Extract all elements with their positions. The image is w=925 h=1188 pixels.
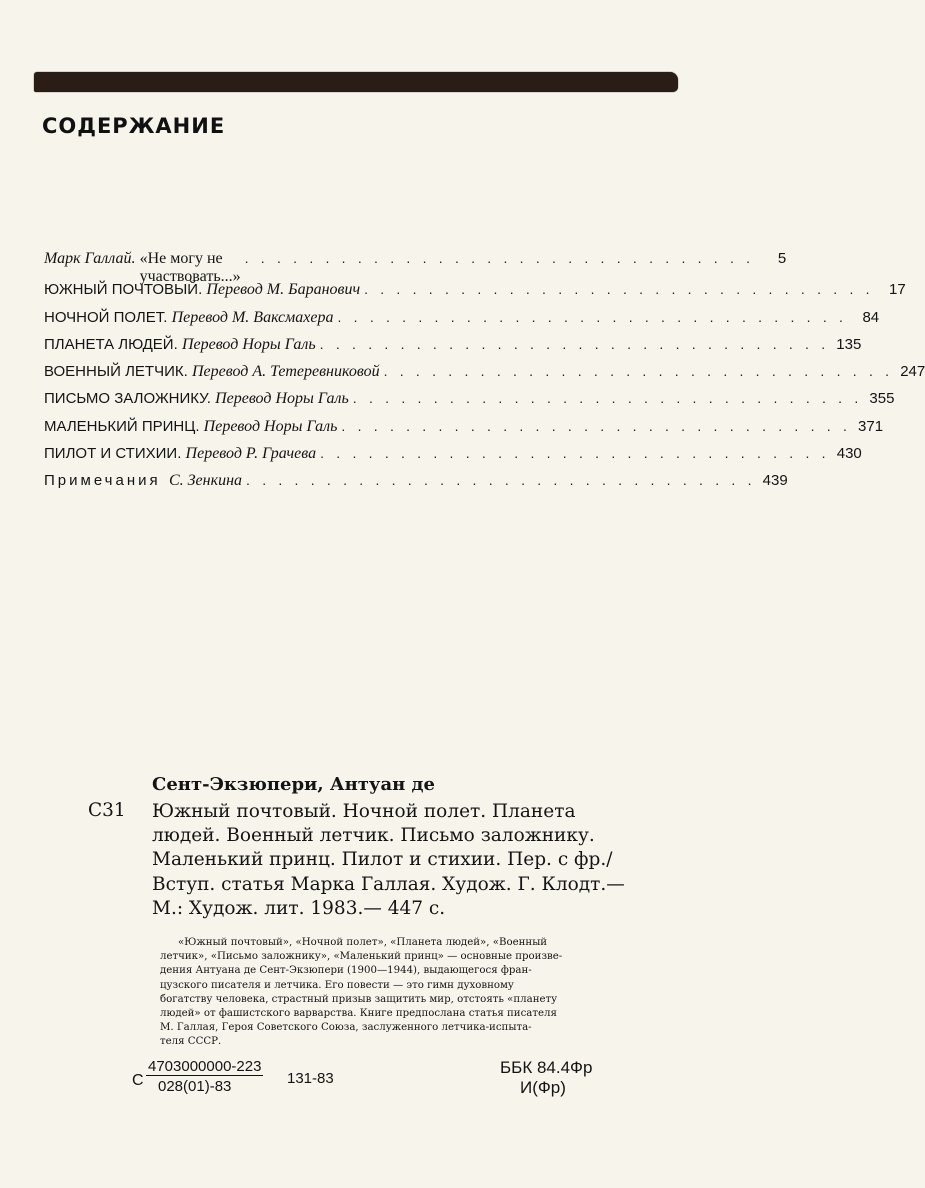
toc-entry <box>44 308 880 336</box>
catalog-index: С31 <box>88 800 126 821</box>
annotation-line: цузского писателя и летчика. Его повести — это гимн духовному <box>160 979 514 991</box>
table-of-contents <box>44 250 925 500</box>
toc-entry-page: 84 <box>862 308 880 326</box>
annotation-line: «Южный почтовый», «Ночной полет», «Планета людей», «Военный <box>178 937 548 948</box>
decorative-header-band <box>34 72 678 92</box>
catalog-description <box>152 800 692 921</box>
toc-entry <box>44 363 925 390</box>
annotation-line: теля СССР. <box>160 1036 222 1048</box>
leader-dots: . . . . . . . . . . . . . . . . . . . . . . . . . . . . . . . . <box>383 363 894 380</box>
toc-entry-translator: Перевод М. Ваксмахера <box>171 308 334 326</box>
leader-dots: . . . . . . . . . . . . . . . . . . . . . . . . . . . . . . . . <box>319 335 830 352</box>
toc-entry <box>44 445 862 472</box>
toc-entry-translator: С. Зенкина <box>168 472 243 490</box>
book-annotation <box>160 936 615 1050</box>
code-series: 131-83 <box>287 1070 334 1087</box>
toc-entry-translator: Перевод А. Тетеревниковой <box>191 363 380 381</box>
toc-entry-title: МАЛЕНЬКИЙ ПРИНЦ. <box>44 417 200 435</box>
annotation-line: М. Галлая, Героя Советского Союза, заслуженного летчика-испыта- <box>160 1022 532 1034</box>
toc-entry-page: 247 <box>900 363 925 381</box>
annotation-line: дения Антуана де Сент-Экзюпери (1900—1944), выдающегося фран- <box>160 965 532 977</box>
leader-dots: . . . . . . . . . . . . . . . . . . . . . . . . . . . . . . . . <box>244 250 755 266</box>
toc-entry-intro <box>44 250 787 285</box>
bbk-line: ББК 84.4Фр <box>500 1058 593 1077</box>
contents-heading: СОДЕРЖАНИЕ <box>42 114 226 138</box>
toc-entry-notes <box>44 472 788 499</box>
toc-entry-title: ПИСЬМО ЗАЛОЖНИКУ. <box>44 390 211 408</box>
toc-entry-translator: Перевод Р. Грачева <box>185 445 317 463</box>
annotation-line: богатству человека, страстный призыв защитить мир, отстоять «планету <box>160 993 558 1005</box>
toc-entry-page: 371 <box>858 417 884 435</box>
leader-dots: . . . . . . . . . . . . . . . . . . . . . . . . . . . . . . . . <box>320 445 830 462</box>
code-numerator: 4703000000-223 <box>148 1058 262 1075</box>
toc-entry-page: 135 <box>836 335 862 353</box>
leader-dots: . . . . . . . . . . . . . . . . . . . . . . . . . . . . . . . . <box>364 281 874 298</box>
toc-entry-title: Примечания <box>44 472 161 490</box>
toc-entry-page: 17 <box>889 281 906 299</box>
toc-entry <box>44 390 895 417</box>
leader-dots: . . . . . . . . . . . . . . . . . . . . . . . . . . . . . . . . <box>246 472 756 489</box>
catalog-line: Вступ. статья Марка Галлая. Худож. Г. Клодт.— <box>152 873 625 895</box>
toc-entry-page: 439 <box>762 472 788 490</box>
toc-entry-title: ВОЕННЫЙ ЛЕТЧИК. <box>44 363 188 381</box>
catalog-line: М.: Худож. лит. 1983.— 447 с. <box>152 897 446 919</box>
toc-entry-translator: Перевод Норы Галь <box>181 335 316 353</box>
toc-entry-title: ПЛАНЕТА ЛЮДЕЙ. <box>44 335 178 353</box>
leader-dots: . . . . . . . . . . . . . . . . . . . . . . . . . . . . . . . . <box>352 390 863 407</box>
annotation-line: летчик», «Письмо заложнику», «Маленький принц» — основные произве- <box>160 951 563 963</box>
toc-entry-title: Марк Галлай. <box>44 250 136 267</box>
toc-entry <box>44 335 862 363</box>
toc-entry <box>44 417 884 445</box>
toc-entry-title: НОЧНОЙ ПОЛЕТ. <box>44 308 168 326</box>
catalog-line: людей. Военный летчик. Письмо заложнику. <box>152 825 595 847</box>
toc-entry-translator: Перевод Норы Галь <box>215 390 349 408</box>
leader-dots: . . . . . . . . . . . . . . . . . . . . . . . . . . . . . . . . <box>337 308 848 325</box>
bbk-line: И(Фр) <box>520 1078 566 1097</box>
toc-entry-title: ПИЛОТ И СТИХИИ. <box>44 445 182 463</box>
annotation-line: людей» от фашистского варварства. Книге предпослана статья писателя <box>160 1008 557 1020</box>
toc-entry-title: ЮЖНЫЙ ПОЧТОВЫЙ. <box>44 281 203 299</box>
toc-entry-page: 430 <box>836 445 862 463</box>
toc-entry-page: 355 <box>869 390 895 408</box>
leader-dots: . . . . . . . . . . . . . . . . . . . . . . . . . . . . . . . . <box>341 417 852 434</box>
code-letter: С <box>132 1072 144 1089</box>
catalog-line: Южный почтовый. Ночной полет. Планета <box>152 801 576 822</box>
catalog-line: Маленький принц. Пилот и стихии. Пер. с фр./ <box>152 849 613 871</box>
toc-entry <box>44 281 906 308</box>
bbk-classification <box>500 1058 592 1098</box>
code-denominator: 028(01)-83 <box>158 1078 232 1095</box>
toc-entry-translator: Перевод Норы Галь <box>203 417 338 435</box>
toc-entry-translator: Перевод М. Баранович <box>206 281 361 299</box>
catalog-author: Сент-Экзюпери, Антуан де <box>152 774 435 795</box>
toc-entry-page: 5 <box>777 250 787 267</box>
toc-entry-quote: «Не могу не участвовать...» <box>139 250 241 285</box>
